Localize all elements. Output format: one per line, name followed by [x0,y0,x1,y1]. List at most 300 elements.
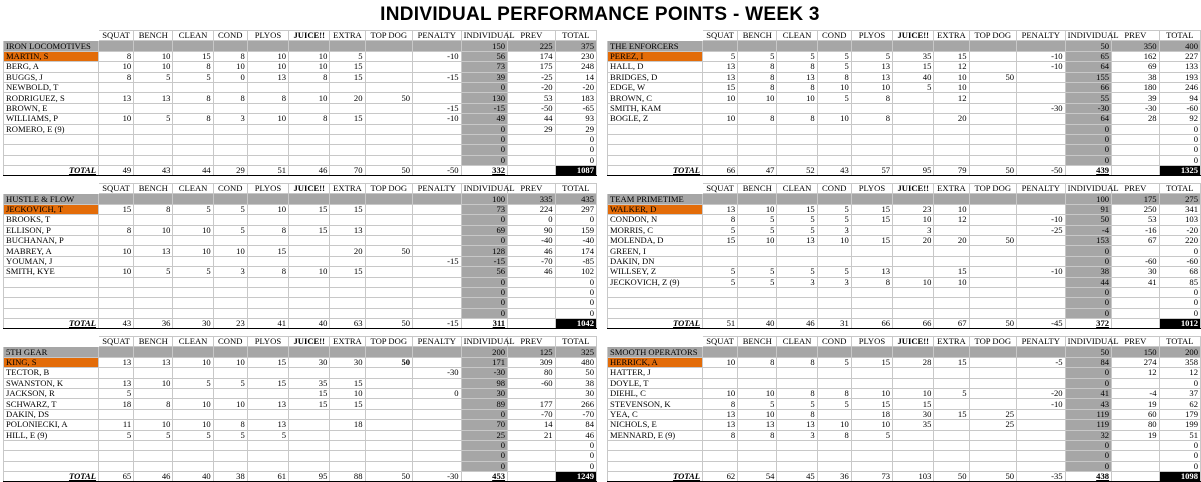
score-cell [934,287,969,297]
column-header: EXTRA [330,337,365,347]
player-name: DAKIN, DN [608,256,703,266]
score-cell: 39 [1112,93,1160,103]
score-cell [1017,155,1066,165]
score-cell: 80 [508,368,556,378]
score-cell: 10 [893,277,934,287]
score-cell [99,287,134,297]
blank-header-cell [608,337,703,347]
score-cell [289,277,330,287]
score-cell [1017,134,1066,144]
column-header: JUICE!! [893,31,934,41]
score-cell [1017,461,1066,471]
score-cell: 10 [289,93,330,103]
score-cell [413,378,462,388]
total-cell: 439 [1065,166,1111,176]
score-cell: 10 [173,225,213,235]
score-cell: 60 [1112,409,1160,419]
total-cell: 50 [969,472,1017,482]
score-cell: 98 [461,378,507,388]
player-name: MABREY, A [4,246,99,256]
score-cell [330,409,365,419]
player-row [4,82,597,92]
score-cell [893,440,934,450]
player-name: BOGLE, Z [608,114,703,124]
score-cell: 5 [738,277,777,287]
score-cell [413,235,462,245]
player-row [608,440,1201,450]
score-cell [817,440,851,450]
column-header: SQUAT [703,184,738,194]
total-cell: 40 [738,319,777,329]
score-cell: -5 [1017,357,1066,367]
score-cell [893,246,934,256]
column-header: EXTRA [934,337,969,347]
score-cell [247,368,288,378]
score-cell: 15 [851,215,892,225]
score-cell [777,155,817,165]
score-cell [173,215,213,225]
score-cell: 0 [1065,461,1111,471]
score-cell: 13 [247,72,288,82]
score-cell: 8 [99,72,134,82]
team-name: IRON LOCOMOTIVES [4,41,99,51]
score-cell: 128 [461,246,507,256]
player-row [608,103,1201,113]
score-cell: 10 [738,388,777,398]
score-cell: 0 [1159,461,1200,471]
column-header: PLYOS [247,31,288,41]
score-cell: -30 [1065,103,1111,113]
team-name-fill [893,347,934,357]
score-cell: 19 [1112,430,1160,440]
score-cell [289,420,330,430]
score-cell: 10 [289,62,330,72]
score-cell: -50 [508,103,556,113]
score-cell: 8 [703,215,738,225]
column-header: INDIVIDUAL [1065,31,1111,41]
player-name: SCHWARZ, T [4,399,99,409]
player-name: ELLISON, P [4,225,99,235]
score-cell: 30 [289,357,330,367]
score-cell: 30 [461,388,507,398]
score-cell: 30 [555,388,596,398]
score-cell: 89 [461,399,507,409]
team-name-fill [173,194,213,204]
score-cell [703,308,738,318]
player-row [4,368,597,378]
player-name [608,287,703,297]
player-row [608,82,1201,92]
score-cell: 73 [461,204,507,214]
totals-row [4,472,597,482]
score-cell: 10 [247,204,288,214]
score-cell: 15 [851,357,892,367]
total-cell: -30 [413,472,462,482]
score-cell [1017,420,1066,430]
score-cell: 15 [851,399,892,409]
total-cell: 43 [134,166,173,176]
score-cell: -10 [1017,267,1066,277]
score-cell [969,277,1017,287]
totals-row [608,472,1201,482]
player-row [4,378,597,388]
player-name: BROWN, C [608,93,703,103]
score-cell: 10 [134,420,173,430]
score-cell: 69 [1112,62,1160,72]
score-cell [330,134,365,144]
column-header: INDIVIDUAL [461,184,507,194]
score-cell [99,145,134,155]
score-cell [413,298,462,308]
score-cell: 5 [777,267,817,277]
score-cell [247,256,288,266]
score-cell [289,368,330,378]
score-cell [134,451,173,461]
team-name-fill [247,194,288,204]
team-prev: 150 [1112,347,1160,357]
score-cell: 41 [1112,277,1160,287]
score-cell [1017,378,1066,388]
total-label: TOTAL [4,319,99,329]
player-row [608,287,1201,297]
score-cell [330,430,365,440]
player-row [608,124,1201,134]
score-cell: 0 [1065,451,1111,461]
score-cell [330,235,365,245]
score-cell [851,124,892,134]
score-cell [134,298,173,308]
score-cell: 3 [213,267,247,277]
column-header: CLEAN [173,184,213,194]
column-header: PREV [1112,184,1160,194]
player-row [608,235,1201,245]
team-name-fill [738,347,777,357]
column-header-row [4,31,597,41]
score-cell: -25 [508,72,556,82]
score-cell [817,298,851,308]
team-name-fill [134,41,173,51]
score-cell [508,277,556,287]
score-cell [934,430,969,440]
score-cell: 13 [247,399,288,409]
player-row [4,440,597,450]
score-cell: 43 [1065,399,1111,409]
score-cell [703,287,738,297]
total-cell: 453 [461,472,507,482]
score-cell: 5 [777,215,817,225]
score-cell: 5 [817,62,851,72]
score-cell: 248 [555,62,596,72]
team-name-fill [99,41,134,51]
total-cell: 23 [213,319,247,329]
score-cell [851,225,892,235]
team-name-fill [213,41,247,51]
score-cell [289,124,330,134]
team-name-fill [289,41,330,51]
player-row [608,134,1201,144]
score-cell [1017,298,1066,308]
score-cell: 5 [213,430,247,440]
score-cell [173,298,213,308]
score-cell [173,103,213,113]
score-cell [1017,72,1066,82]
score-cell: -16 [1112,225,1160,235]
score-cell: 18 [851,409,892,419]
player-name: SMITH, KAM [608,103,703,113]
score-cell: 29 [555,124,596,134]
score-cell: -10 [1017,399,1066,409]
score-cell: 133 [1159,62,1200,72]
score-cell: 10 [173,357,213,367]
score-cell: 13 [134,246,173,256]
column-header: JUICE!! [893,337,934,347]
score-cell: 64 [1065,62,1111,72]
team-name-fill [99,347,134,357]
score-cell: 0 [1065,246,1111,256]
score-cell: 56 [461,51,507,61]
player-name: KING, S [4,357,99,367]
score-cell [969,287,1017,297]
score-cell: 0 [555,215,596,225]
player-name [608,451,703,461]
score-cell: 44 [508,114,556,124]
score-cell [851,298,892,308]
score-cell: 10 [247,62,288,72]
score-cell [213,124,247,134]
score-cell: 5 [738,267,777,277]
score-cell [851,308,892,318]
score-cell: 0 [461,308,507,318]
player-name: JECKOVICH, Z (9) [608,277,703,287]
total-cell: 50 [934,472,969,482]
score-cell: 3 [777,277,817,287]
score-cell [213,368,247,378]
player-row [608,388,1201,398]
score-cell [703,440,738,450]
score-cell [508,451,556,461]
score-cell [851,440,892,450]
score-cell: 8 [247,93,288,103]
score-cell [173,134,213,144]
total-cell: 1042 [555,319,596,329]
score-cell [413,145,462,155]
score-cell: -40 [508,235,556,245]
player-row [608,451,1201,461]
column-header: JUICE!! [893,184,934,194]
score-cell [330,82,365,92]
score-cell: 5 [817,93,851,103]
total-cell: -50 [413,166,462,176]
score-cell: 5 [738,225,777,235]
score-cell [134,308,173,318]
player-name: HATTER, J [608,368,703,378]
score-cell [1017,287,1066,297]
total-cell [1112,472,1160,482]
score-cell: 0 [461,235,507,245]
player-name [4,277,99,287]
column-header: PREV [508,184,556,194]
player-row [608,267,1201,277]
score-cell [703,378,738,388]
column-header: PENALTY [1017,31,1066,41]
score-cell [969,368,1017,378]
score-cell [99,409,134,419]
score-cell: 0 [1065,134,1111,144]
score-cell [851,145,892,155]
score-cell [247,388,288,398]
score-cell [365,155,413,165]
score-cell: -15 [413,72,462,82]
score-cell [173,368,213,378]
score-cell [213,145,247,155]
total-cell: 50 [365,472,413,482]
score-cell: 28 [893,357,934,367]
score-cell [134,103,173,113]
team-prev: 335 [508,194,556,204]
column-header: JUICE!! [289,337,330,347]
player-name: DOYLE, T [608,378,703,388]
total-cell: 332 [461,166,507,176]
score-cell: 8 [738,114,777,124]
score-cell: 15 [173,51,213,61]
player-row [4,399,597,409]
column-header: EXTRA [330,31,365,41]
score-cell [777,256,817,266]
score-cell: 10 [934,82,969,92]
score-cell: 10 [738,204,777,214]
score-cell: 10 [738,409,777,419]
score-cell [969,399,1017,409]
score-cell [99,451,134,461]
score-cell: 0 [461,287,507,297]
score-cell [289,82,330,92]
score-cell: 13 [738,420,777,430]
score-cell: 15 [289,225,330,235]
total-cell: 62 [703,472,738,482]
player-name: ROMERO, E (9) [4,124,99,134]
score-cell [851,451,892,461]
score-cell [247,298,288,308]
score-cell [413,287,462,297]
team-name: SMOOTH OPERATORS [608,347,703,357]
team-name-fill [777,194,817,204]
score-cell [703,451,738,461]
score-cell [365,378,413,388]
score-cell: 15 [289,399,330,409]
score-cell [934,256,969,266]
total-cell: 63 [330,319,365,329]
player-name [4,451,99,461]
score-cell: 13 [134,357,173,367]
score-cell: 0 [1159,246,1200,256]
score-cell: 0 [555,145,596,155]
score-cell [173,124,213,134]
player-name: NEWBOLD, T [4,82,99,92]
score-cell: 10 [330,388,365,398]
score-cell: 5 [934,388,969,398]
score-cell [413,430,462,440]
score-cell [738,298,777,308]
column-header: BENCH [738,184,777,194]
score-cell: 13 [777,235,817,245]
score-cell [289,298,330,308]
column-header: JUICE!! [289,31,330,41]
score-cell: 15 [934,357,969,367]
column-header: COND [817,337,851,347]
player-row [608,72,1201,82]
team-total: 200 [1159,347,1200,357]
score-cell: 50 [969,235,1017,245]
team-name-fill [173,41,213,51]
score-cell [703,124,738,134]
score-cell: 12 [934,62,969,72]
score-cell: 23 [893,204,934,214]
score-cell [365,308,413,318]
score-cell: 0 [555,451,596,461]
score-cell: 103 [1159,215,1200,225]
score-cell [330,298,365,308]
score-cell [1017,124,1066,134]
score-cell: 13 [247,420,288,430]
score-cell [777,440,817,450]
total-cell: 88 [330,472,365,482]
score-cell: 10 [817,114,851,124]
score-cell: 5 [173,204,213,214]
score-cell: 68 [1159,267,1200,277]
score-cell: 0 [555,461,596,471]
score-cell: 30 [893,409,934,419]
score-cell [247,215,288,225]
total-cell: 36 [817,472,851,482]
score-cell: 10 [817,235,851,245]
score-cell [969,461,1017,471]
column-header: PLYOS [851,337,892,347]
player-name: BROWN, E [4,103,99,113]
score-cell: 5 [703,277,738,287]
score-cell: 67 [1112,235,1160,245]
score-cell: 10 [703,93,738,103]
score-cell: 0 [1065,308,1111,318]
score-cell [1112,451,1160,461]
team-prev: 350 [1112,41,1160,51]
score-cell: -10 [413,114,462,124]
score-cell: 358 [1159,357,1200,367]
score-cell: 10 [247,51,288,61]
score-cell [99,124,134,134]
score-cell: 5 [213,378,247,388]
score-cell [173,155,213,165]
score-cell [99,308,134,318]
player-name: MORRIS, C [608,225,703,235]
score-cell: 5 [817,215,851,225]
score-cell [969,430,1017,440]
score-cell: 15 [330,399,365,409]
score-cell [969,124,1017,134]
player-row [4,51,597,61]
player-row [4,225,597,235]
score-cell [777,451,817,461]
score-cell: 8 [99,225,134,235]
score-cell: 5 [213,225,247,235]
score-cell: 15 [703,82,738,92]
score-cell: 10 [99,246,134,256]
score-cell: 180 [1112,82,1160,92]
score-cell: 171 [461,357,507,367]
score-cell: 5 [817,399,851,409]
score-cell: -65 [555,103,596,113]
score-cell: 21 [508,430,556,440]
player-row [608,378,1201,388]
